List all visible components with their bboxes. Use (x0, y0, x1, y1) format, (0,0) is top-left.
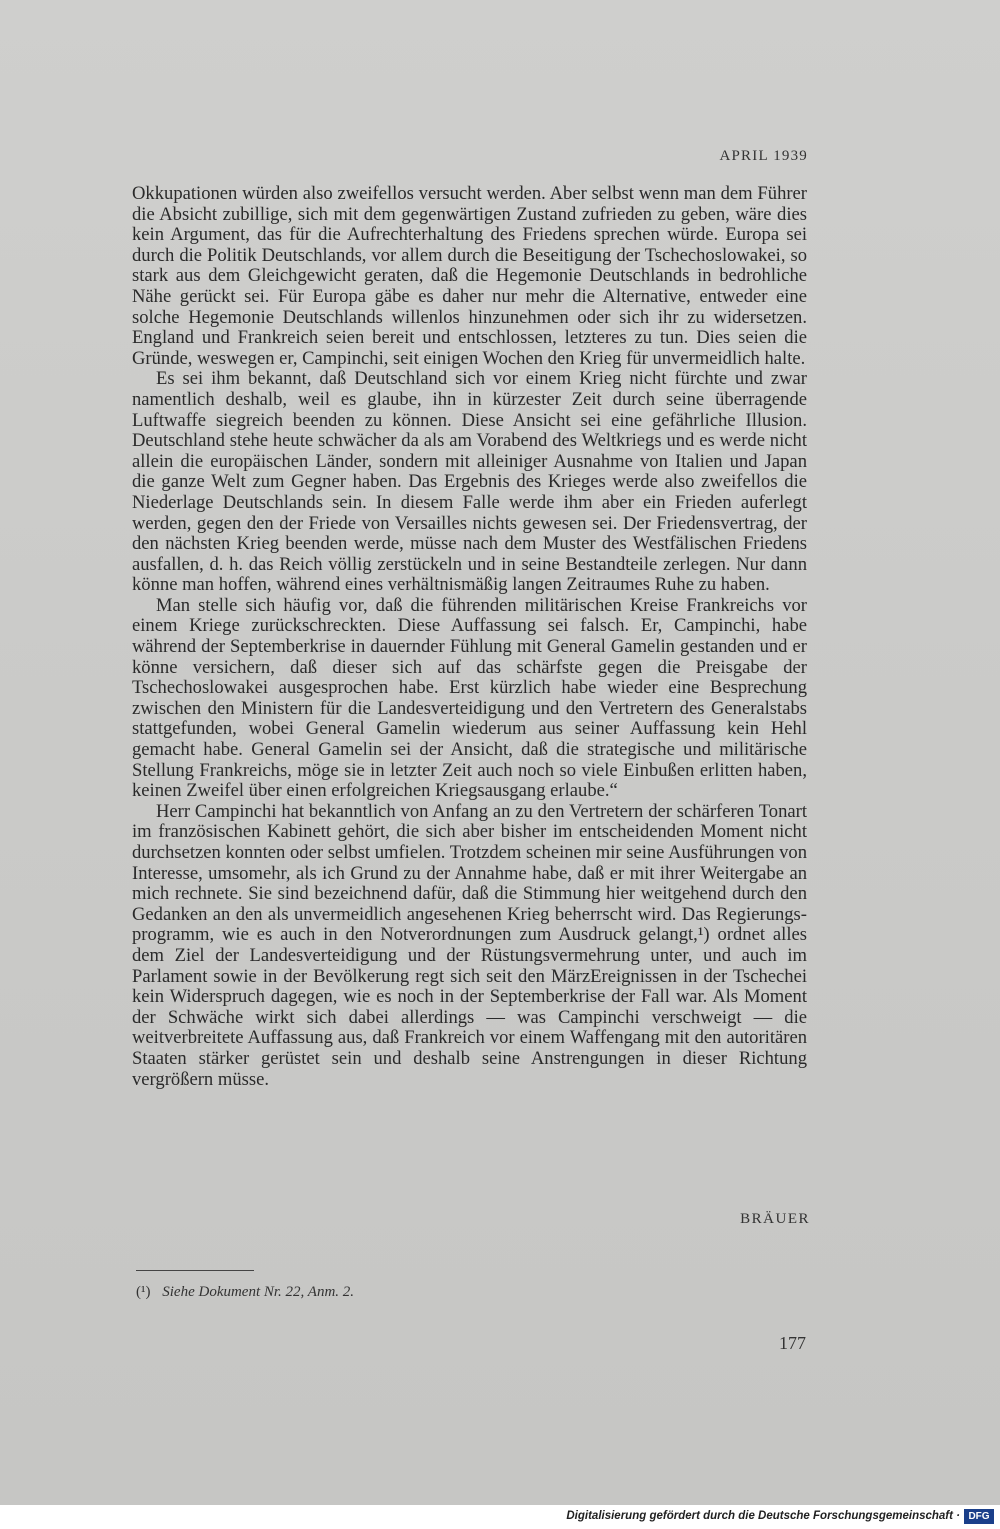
footnote-marker: (¹) (136, 1284, 151, 1300)
funding-notice: Digitalisierung gefördert durch die Deutsche Forschungsgemeinschaft · (566, 1510, 960, 1522)
paragraph-4: Herr Campinchi hat bekanntlich von Anfang an zu den Vertretern der schärferen Tonart im französischen Kabinett gehört, die sich aber bisher im entscheidenden Moment nicht durchsetzen konnten oder selbst umfielen. Trotzdem scheinen mir seine Ausführungen von Interesse, umsomehr, als ich Grund zu der Annahme habe, daß er mit ihrer Weitergabe an mich rechnete. Sie sind bezeichnend dafür, daß die Stimmung hier weitgehend durch den Gedanken an den als unvermeidlich angesehenen Krieg beherrscht wird. Das Regierungsprogramm, wie es auch in den Notverordnungen zum Ausdruck gelangt,¹) ordnet alles dem Ziel der Landesverteidigung und der Rüstungsvermehrung unter, und auch im Parlament sowie in der Bevölkerung regt sich seit den MärzEreignissen in der Tschechei kein Widerspruch dagegen, wie es noch in der Septemberkrise der Fall war. Als Moment der Schwäche wirkt sich dabei allerdings — was Campinchi verschweigt — die weitverbreitete Auffassung aus, daß Frankreich vor einem Waffengang mit den autoritären Staaten stärker gerüstet sein und deshalb seine Anstrengungen in dieser Richtung vergrößern müsse. (132, 800, 807, 1090)
dfg-logo-icon: DFG (964, 1509, 994, 1524)
body-text (132, 184, 807, 1090)
paragraph-2: Es sei ihm bekannt, daß Deutschland sich vor einem Krieg nicht fürchte und zwar namentlich deshalb, weil es glaube, ihn in kürzester Zeit durch seine überragende Luftwaffe siegreich beenden zu können. Diese Ansicht sei eine gefährliche Illusion. Deutschland stehe heute schwächer da als am Vorabend des Weltkriegs und es werde nicht allein die europäischen Länder, sondern mit alleiniger Ausnahme von Italien und Japan die ganze Welt zum Gegner haben. Das Ergebnis des Krieges werde also zweifellos die Niederlage Deutschlands sein. In diesem Falle werde ihm aber ein Frieden auferlegt werden, gegen den der Friede von Versailles nichts gewesen sei. Der Friedensvertrag, der den nächsten Krieg beenden werde, müsse nach dem Muster des Westfälischen Friedens ausfallen, d. h. das Reich völlig zerstückeln und in seine Bestandteile zerlegen. Nur dann könne man hoffen, während eines verhältnismäßig langen Zeitraumes Ruhe zu haben. (132, 368, 807, 596)
signature: BRÄUER (740, 1211, 810, 1227)
paragraph-3: Man stelle sich häufig vor, daß die führenden militärischen Kreise Frankreichs vor einem Kriege zurückschreckten. Diese Auffassung sei falsch. Er, Campinchi, habe während der Septemberkrise in dauernder Fühlung mit General Gamelin gestanden und er könne versichern, daß dieser sich auf das schärfste gegen die Preisgabe der Tschechoslowakei ausgesprochen habe. Erst kürzlich habe wieder eine Besprechung zwischen den Ministern für die Landesverteidigung und den Vertretern des Generalstabs stattgefunden, wobei General Gamelin wiederum aus seiner Auffassung kein Hehl gemacht habe. General Gamelin sei der Ansicht, daß die strategische und militärische Stellung Frankreichs, möge sie in letzter Zeit auch noch so viele Einbußen erlitten haben, keinen Zweifel über einen erfolgreichen Kriegsausgang erlaube.“ (132, 594, 807, 802)
running-head: APRIL 1939 (719, 148, 808, 164)
paragraph-1: Okkupationen würden also zweifellos versucht werden. Aber selbst wenn man dem Führer die Absicht zubillige, sich mit dem gegenwärtigen Zustand zufrieden zu geben, wäre dies kein Argument, das für die Aufrechterhaltung des Friedens sprechen würde. Europa sei durch die Politik Deutschlands, vor allem durch die Beseitigung der Tschechoslowakei, so stark aus dem Gleichgewicht geraten, daß die Hegemonie Deutschlands in bedrohliche Nähe gerückt sei. Für Europa gäbe es daher nur mehr die Alternative, entweder eine solche Hegemonie Deutschlands willenlos hinzunehmen oder sich ihr zu widersetzen. England und Frankreich seien bereit und entschlossen, letzteres zu tun. Dies seien die Gründe, weswegen er, Campinchi, seit einigen Wochen den Krieg für unvermeidlich halte. (132, 183, 807, 369)
footnote-divider (136, 1270, 254, 1271)
funding-bar (0, 1505, 1000, 1529)
footnote-text: Siehe Dokument Nr. 22, Anm. 2. (162, 1284, 355, 1300)
page-number: 177 (779, 1333, 806, 1353)
footnote (136, 1284, 354, 1301)
